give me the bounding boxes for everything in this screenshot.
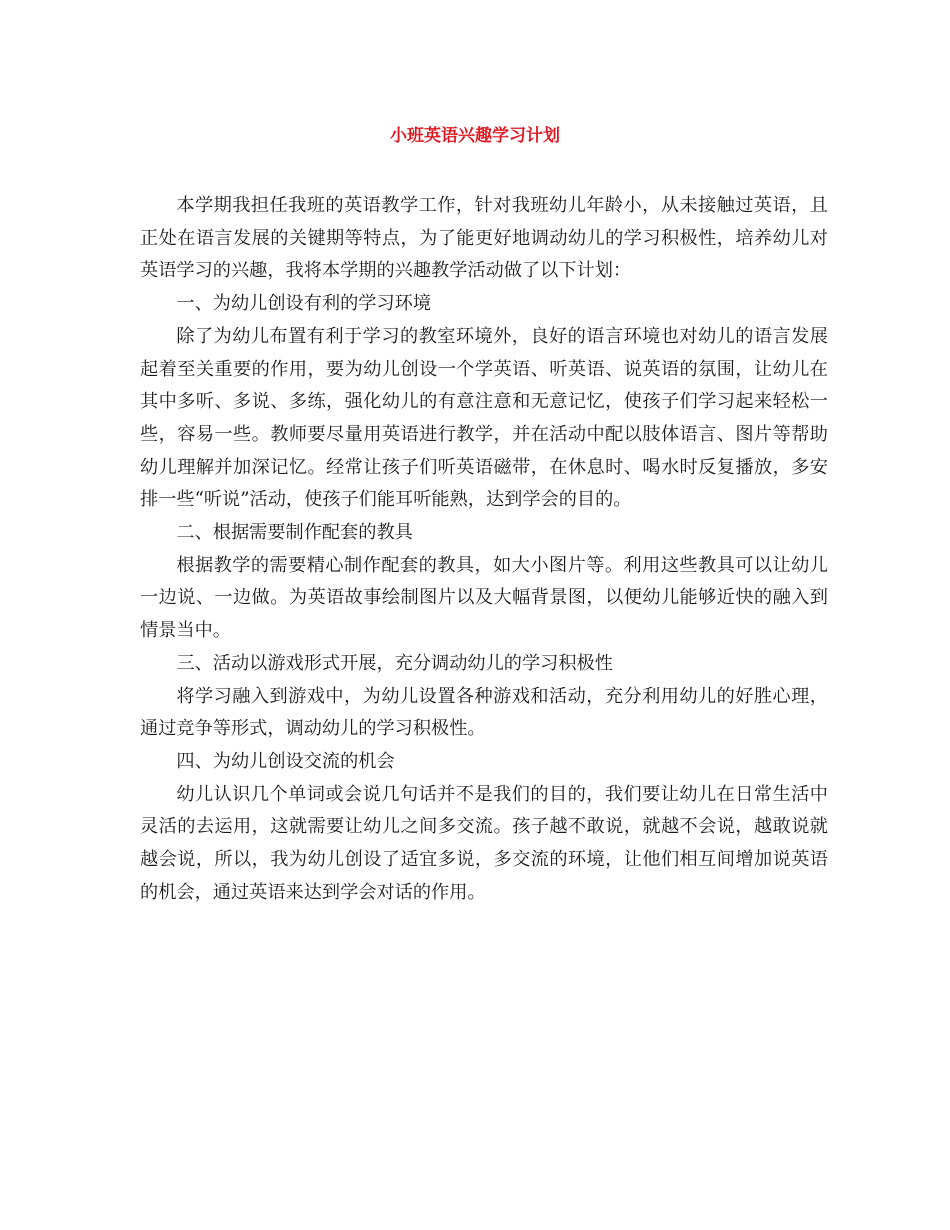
section-paragraph-2: 根据教学的需要精心制作配套的教具，如大小图片等。利用这些教具可以让幼儿一边说、一边做。为英语故事绘制图片以及大幅背景图，以便幼儿能够近快的融入到情景当中。 bbox=[140, 554, 828, 642]
section-heading-1: 一、为幼儿创设有利的学习环境 bbox=[176, 293, 432, 315]
section-heading-4: 四、为幼儿创设交流的机会 bbox=[176, 750, 395, 772]
section-paragraph-1: 除了为幼儿布置有利于学习的教室环境外，良好的语言环境也对幼儿的语言发展起着至关重要的作用，要为幼儿创设一个学英语、听英语、说英语的氛围，让幼儿在其中多听、多说、多练，强化幼儿的有意注意和无意记忆，使孩子们学习起来轻松一些，容易一些。教师要尽量用英语进行教学，并在活动中配以肢体语言、图片等帮助幼儿理解并加深记忆。经常让孩子们听英语磁带，在休息时、喝水时反复播放，多安排一些“听说”活动，使孩子们能耳听能熟，达到学会的目的。 bbox=[140, 325, 828, 511]
section-paragraph-4: 幼儿认识几个单词或会说几句话并不是我们的目的，我们要让幼儿在日常生活中灵活的去运用，这就需要让幼儿之间多交流。孩子越不敢说，就越不会说，越敢说就越会说，所以，我为幼儿创设了适宜多说，多交流的环境，让他们相互间增加说英语的机会，通过英语来达到学会对话的作用。 bbox=[140, 783, 828, 903]
document-body bbox=[140, 190, 828, 909]
document-title: 小班英语兴趣学习计划 bbox=[390, 126, 560, 146]
intro-paragraph: 本学期我担任我班的英语教学工作，针对我班幼儿年龄小，从未接触过英语，且正处在语言发展的关键期等特点，为了能更好地调动幼儿的学习积极性，培养幼儿对英语学习的兴趣，我将本学期的兴趣教学活动做了以下计划： bbox=[140, 195, 828, 282]
section-heading-3: 三、活动以游戏形式开展，充分调动幼儿的学习积极性 bbox=[176, 652, 613, 674]
section-heading-2: 二、根据需要制作配套的教具 bbox=[176, 522, 413, 544]
section-paragraph-3: 将学习融入到游戏中，为幼儿设置各种游戏和活动，充分利用幼儿的好胜心理，通过竞争等形式，调动幼儿的学习积极性。 bbox=[140, 685, 828, 740]
